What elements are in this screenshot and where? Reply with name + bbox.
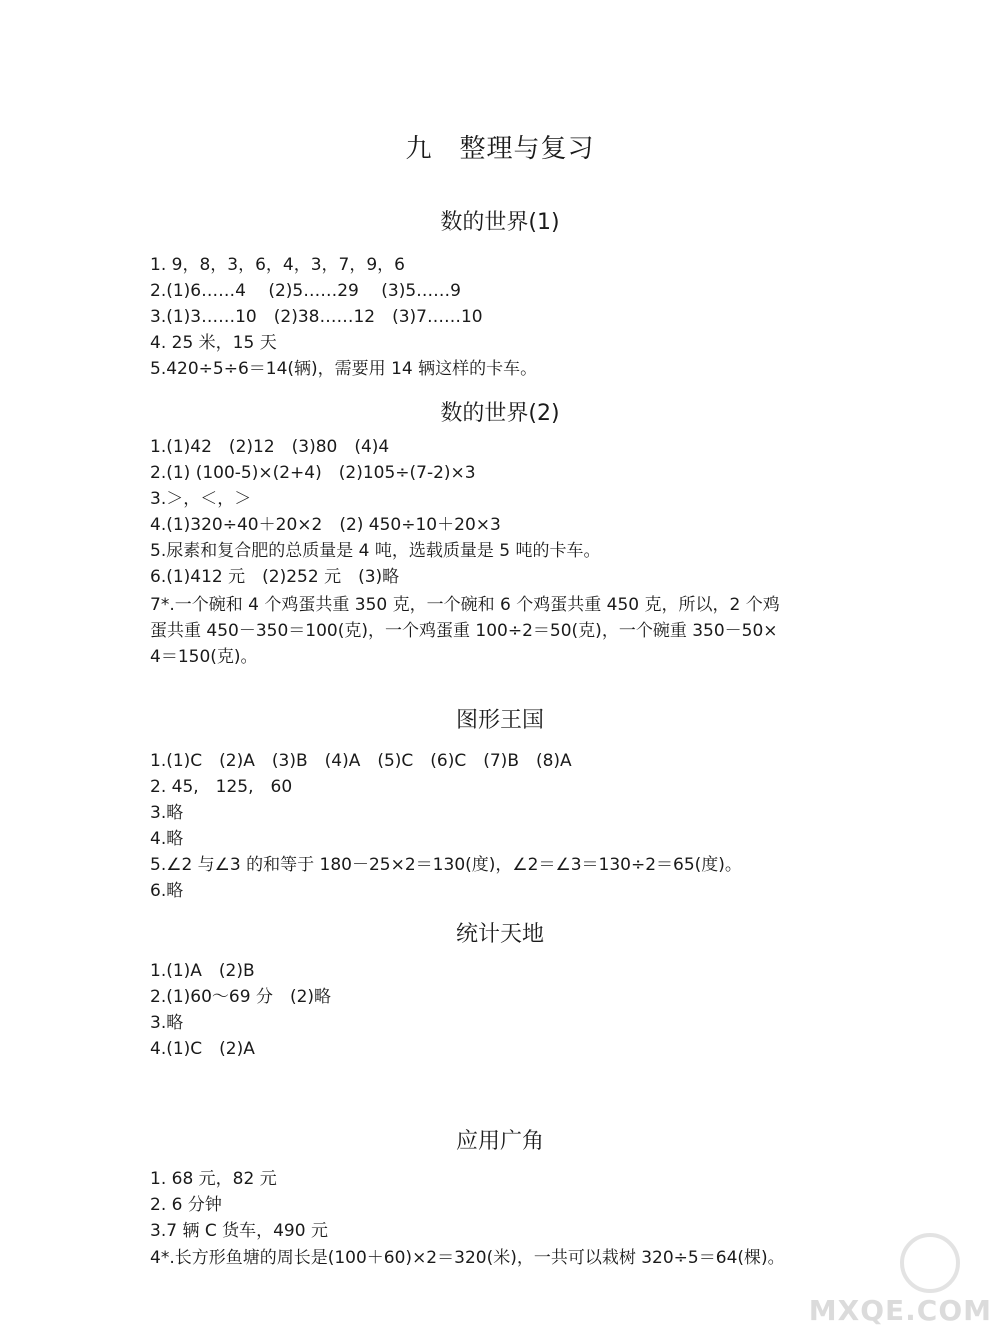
answer-line: 6.略	[150, 881, 184, 901]
section-title-geometry: 图形王国	[455, 708, 544, 733]
answer-line: 1.(1)A (2)B	[150, 961, 255, 981]
page-title: 九 整理与复习	[405, 134, 595, 164]
answer-line: 7*.一个碗和 4 个鸡蛋共重 350 克，一个碗和 6 个鸡蛋共重 450 克，所以，2 个鸡	[150, 595, 780, 615]
section-title-statistics: 统计天地	[455, 922, 544, 947]
answer-line: 1.(1)C (2)A (3)B (4)A (5)C (6)C (7)B (8)A	[150, 751, 572, 771]
section-title-number-world-1: 数的世界(1)	[440, 210, 560, 235]
answer-line: 5.∠2 与∠3 的和等于 180－25×2＝130(度)，∠2＝∠3＝130÷2＝65(度)。	[150, 855, 742, 875]
answer-line: 5.尿素和复合肥的总质量是 4 吨，选载质量是 5 吨的卡车。	[150, 541, 601, 561]
watermark-logo	[800, 1243, 1000, 1333]
answer-line: 4*.长方形鱼塘的周长是(100＋60)×2＝320(米)，一共可以栽树 320÷5＝64(棵)。	[150, 1248, 785, 1268]
section-title-applications: 应用广角	[455, 1129, 544, 1154]
answer-line: 1.(1)42 (2)12 (3)80 (4)4	[150, 437, 390, 457]
answer-line: 4＝150(克)。	[150, 647, 258, 667]
watermark-circle-icon	[900, 1233, 960, 1293]
answer-line: 4.(1)C (2)A	[150, 1039, 255, 1059]
answer-line: 6.(1)412 元 (2)252 元 (3)略	[150, 567, 400, 587]
answer-line: 2. 45, 125, 60	[150, 777, 293, 797]
answer-line: 1. 68 元，82 元	[150, 1169, 277, 1189]
section-title-number-world-2: 数的世界(2)	[440, 401, 560, 426]
answer-line: 2.(1)6……4 (2)5……29 (3)5……9	[150, 281, 461, 301]
answer-line: 4.略	[150, 829, 184, 849]
answer-line: 3.＞，＜，＞	[150, 489, 252, 509]
answer-line: 3.略	[150, 803, 184, 823]
answer-line: 蛋共重 450－350＝100(克)，一个鸡蛋重 100÷2＝50(克)，一个碗重 350－50×	[150, 621, 778, 641]
answer-line: 2. 6 分钟	[150, 1195, 222, 1215]
answer-line: 2.(1)60～69 分 (2)略	[150, 987, 332, 1007]
answer-line: 4. 25 米，15 天	[150, 333, 277, 353]
answer-line: 3.略	[150, 1013, 184, 1033]
watermark-text: MXQE.COM	[808, 1294, 992, 1327]
answer-line: 4.(1)320÷40＋20×2 (2) 450÷10＋20×3	[150, 515, 501, 535]
answer-line: 2.(1) (100-5)×(2+4) (2)105÷(7-2)×3	[150, 463, 476, 483]
answer-line: 3.7 辆 C 货车，490 元	[150, 1221, 328, 1241]
answer-line: 3.(1)3……10 (2)38……12 (3)7……10	[150, 307, 483, 327]
answer-line: 5.420÷5÷6＝14(辆)，需要用 14 辆这样的卡车。	[150, 359, 538, 379]
answer-line: 1. 9，8，3，6，4，3，7，9，6	[150, 255, 405, 275]
